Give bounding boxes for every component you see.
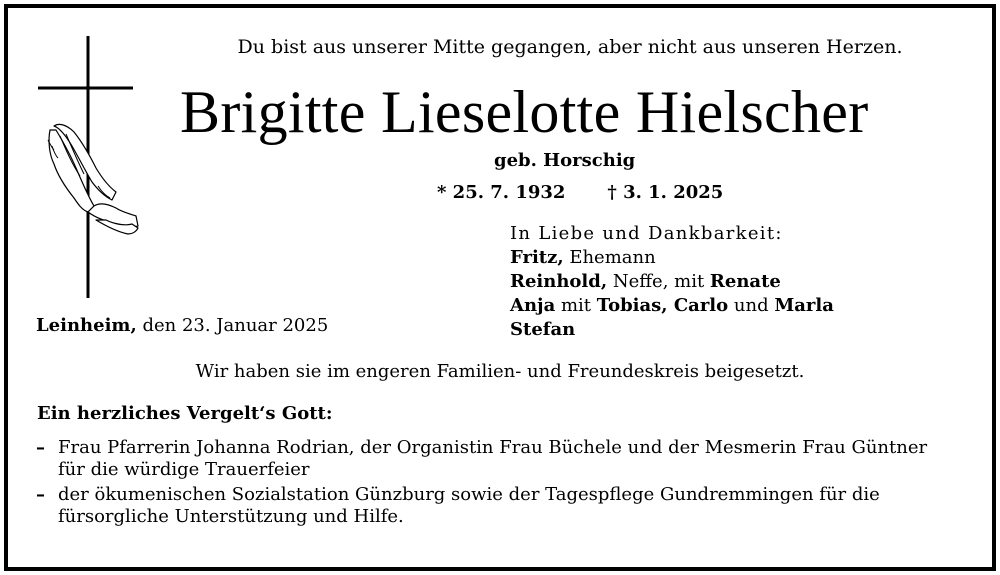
list-item — [36, 437, 956, 481]
deceased-name: Brigitte Lieselotte Hielscher — [180, 79, 869, 145]
mourner-name: Fritz, — [510, 247, 564, 268]
mourner-connector: mit — [555, 295, 597, 316]
dash-bullet: – — [36, 437, 45, 458]
mourner-name: Marla — [774, 295, 834, 316]
list-item — [36, 484, 956, 528]
mourner-name: Renate — [709, 271, 781, 292]
mourner-relation: Neffe, mit — [607, 271, 710, 292]
mourner-connector: und — [728, 295, 775, 316]
mourner-name: Stefan — [510, 319, 576, 340]
life-dates — [437, 182, 723, 203]
mourner-name: Anja — [510, 295, 556, 316]
maiden-name: geb. Horschig — [494, 150, 636, 171]
mourner-name: Reinhold, — [510, 271, 608, 292]
mourner-line — [510, 294, 834, 318]
birth-date: * 25. 7. 1932 — [437, 182, 566, 203]
cross-with-praying-hands-icon — [36, 36, 146, 298]
thanks-title: Ein herzliches Vergelt‘s Gott: — [37, 403, 333, 424]
mourner-line — [510, 270, 834, 294]
place-name: Leinheim, — [36, 315, 137, 336]
mourners-intro: In Liebe und Dankbarkeit: — [510, 223, 783, 244]
death-date: † 3. 1. 2025 — [607, 182, 724, 203]
memorial-motto: Du bist aus unserer Mitte gegangen, aber nicht aus unseren Herzen. — [237, 36, 903, 58]
thanks-list — [36, 437, 956, 531]
place-and-date — [36, 315, 328, 336]
burial-note: Wir haben sie im engeren Familien- und Freundeskreis beigesetzt. — [195, 361, 805, 382]
mourner-line — [510, 318, 834, 342]
mourner-name: Tobias, Carlo — [596, 295, 729, 316]
mourner-line — [510, 246, 834, 270]
notice-date: den 23. Januar 2025 — [136, 315, 329, 336]
dash-bullet: – — [36, 484, 45, 505]
mourner-relation: Ehemann — [563, 247, 656, 268]
thanks-item-text: der ökumenischen Sozialstation Günzburg sowie der Tagespflege Gundremmingen für die fürsorgliche Unterstützung und Hilfe. — [58, 484, 880, 527]
mourners-block — [510, 222, 834, 342]
thanks-item-text: Frau Pfarrerin Johanna Rodrian, der Organistin Frau Büchele und der Mesmerin Frau Güntner für die würdige Trauerfeier — [58, 437, 928, 480]
